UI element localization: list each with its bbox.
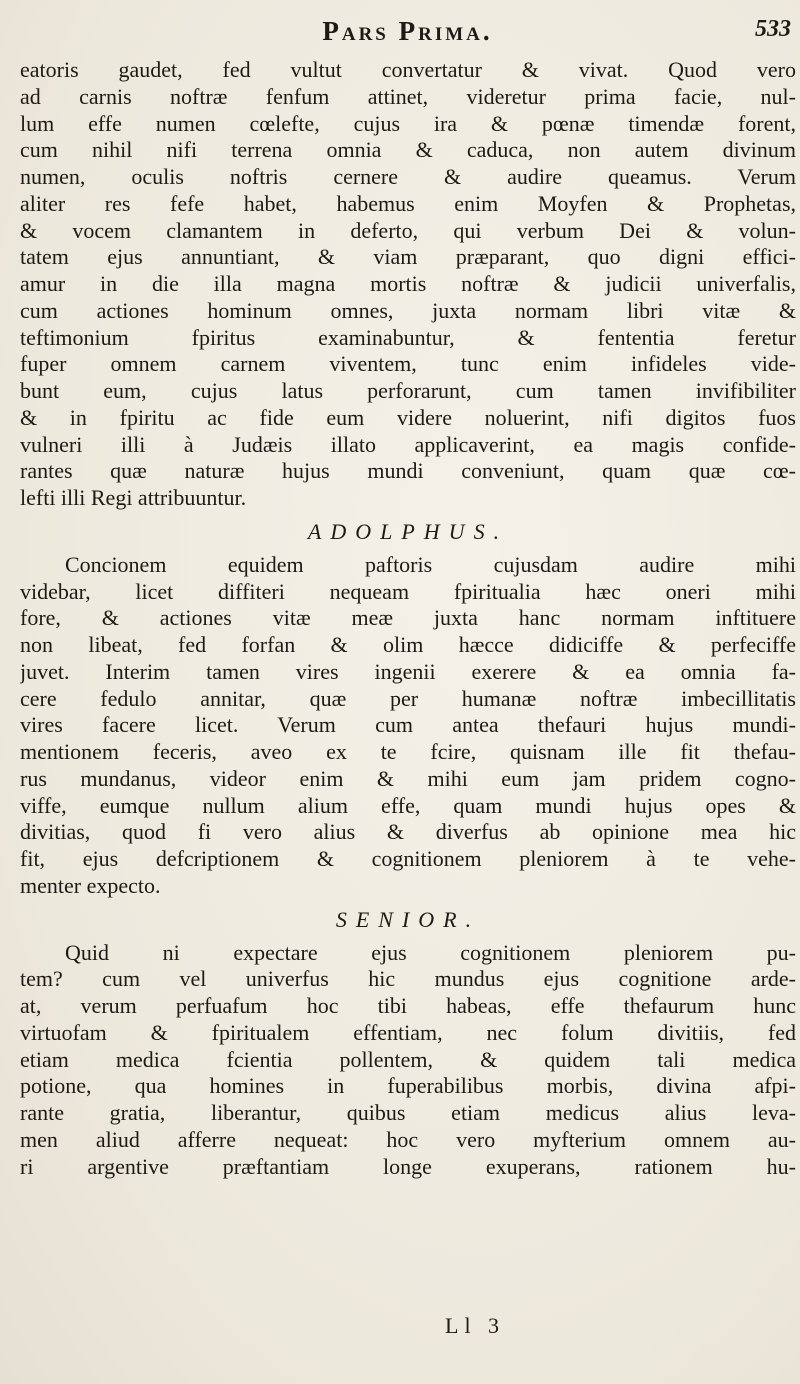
text-line: divitias, quod fi vero alius & diverfus ab opinione mea hic (20, 819, 796, 845)
text-line: & in fpiritu ac fide eum videre noluerint, nifi digitos fuos (20, 404, 796, 430)
paragraph-narration (20, 57, 796, 512)
text-line: non libeat, fed forfan & olim hæcce didiciffe & perfeciffe (20, 632, 796, 657)
text-line: vires facere licet. Verum cum antea thefauri hujus mundi- (20, 712, 796, 738)
text-line: bunt eum, cujus latus perforarunt, cum tamen invifibiliter (20, 378, 796, 403)
text-line: juvet. Interim tamen vires ingenii exerere & ea omnia fa- (20, 658, 796, 684)
text-line: amur in die illa magna mortis noftræ & judicii univerfalis, (20, 271, 796, 296)
text-line: tatem ejus annuntiant, & viam præparant, quo digni effici- (20, 244, 796, 270)
signature-mark: Ll 3 (445, 1313, 506, 1338)
text-line: lefti illi Regi attribuuntur. (20, 485, 247, 510)
paragraph-adolphus (20, 552, 796, 900)
page-number: 533 (755, 16, 791, 42)
speaker-heading-adolphus: ADOLPHUS. (307, 518, 509, 544)
text-line: rantes quæ naturæ hujus mundi conveniunt, quam quæ cœ- (20, 458, 796, 484)
text-line: cum nihil nifi terrena omnia & caduca, non autem divinum (20, 137, 796, 163)
text-line: fit, ejus defcriptionem & cognitionem pleniorem à te vehe- (20, 846, 796, 871)
speaker-heading-senior: SENIOR. (335, 906, 481, 932)
text-line: fuper omnem carnem viventem, tunc enim infideles vide- (20, 351, 796, 377)
body-text (20, 57, 796, 1180)
text-line: men aliud afferre nequeat: hoc vero myfterium omnem au- (20, 1126, 796, 1152)
running-head (20, 10, 795, 52)
text-line: numen, oculis noftris cernere & audire queamus. Verum (20, 164, 796, 189)
text-line: lum effe numen cœlefte, cujus ira & pœnæ timendæ forent, (20, 110, 796, 136)
running-title: Pars Prima. (322, 16, 493, 46)
text-line: Concionem equidem paftoris cujusdam audire mihi (65, 551, 796, 577)
text-line: videbar, licet diffiteri nequeam fpiritualia hæc oneri mihi (20, 578, 796, 604)
paragraph-senior (20, 940, 796, 1181)
text-line: etiam medica fcientia pollentem, & quidem tali medica (20, 1046, 796, 1072)
text-line: at, verum perfuafum hoc tibi habeas, effe thefaurum hunc (20, 993, 796, 1018)
text-line: fore, & actiones vitæ meæ juxta hanc normam inftituere (20, 605, 796, 631)
text-line: & vocem clamantem in deferto, qui verbum Dei & volun- (20, 217, 796, 243)
text-line: mentionem feceris, aveo ex te fcire, quisnam ille fit thefau- (20, 739, 796, 764)
text-line: menter expecto. (20, 872, 161, 898)
text-line: eatoris gaudet, fed vultut convertatur & vivat. Quod vero (20, 57, 796, 82)
text-line: aliter res fefe habet, habemus enim Moyfen & Prophetas, (20, 190, 796, 216)
text-line: teftimonium fpiritus examinabuntur, & fententia feretur (20, 324, 796, 350)
text-line: cere fedulo annitar, quæ per humanæ noftræ imbecillitatis (20, 685, 796, 711)
text-line: viffe, eumque nullum alium effe, quam mundi hujus opes & (20, 792, 796, 818)
text-line: vulneri illi à Judæis illato applicaverint, ea magis confide- (20, 431, 796, 457)
text-line: cum actiones hominum omnes, juxta normam libri vitæ & (20, 297, 796, 323)
text-line: ri argentive præftantiam longe exuperans, rationem hu- (20, 1153, 796, 1179)
text-line: ad carnis noftræ fenfum attinet, videretur prima facie, nul- (20, 83, 796, 109)
text-line: virtuofam & fpiritualem effentiam, nec folum divitiis, fed (20, 1019, 796, 1045)
text-line: rus mundanus, videor enim & mihi eum jam pridem cogno- (20, 765, 796, 791)
text-line: potione, qua homines in fuperabilibus morbis, divina afpi- (20, 1073, 796, 1099)
text-line: rante gratia, liberantur, quibus etiam medicus alius leva- (20, 1100, 796, 1125)
text-line: tem? cum vel univerfus hic mundus ejus cognitione arde- (20, 966, 796, 992)
text-line: Quid ni expectare ejus cognitionem pleniorem pu- (65, 939, 796, 965)
